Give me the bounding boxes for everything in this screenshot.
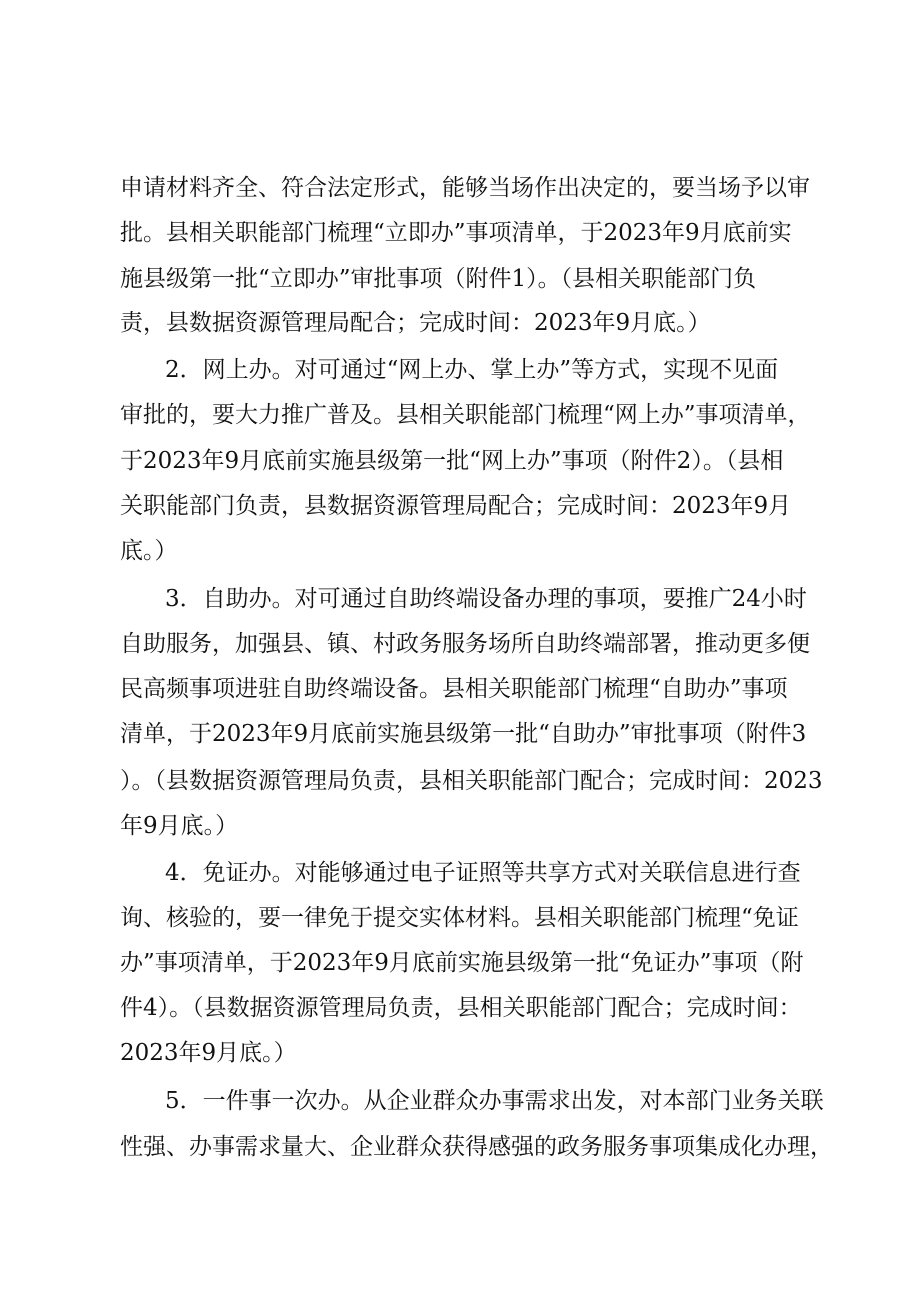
text-line bbox=[0, 528, 920, 574]
line-text: 关职能部门负责，县数据资源管理局配合；完成时间：2023年9月 bbox=[120, 493, 792, 519]
line-text: 施县级第一批“立即办”审批事项（附件1）。（县相关职能部门负 bbox=[120, 266, 757, 292]
text-line bbox=[0, 392, 920, 438]
line-text: 5．一件事一次办。从企业群众办事需求出发，对本部门业务关联 bbox=[165, 1088, 824, 1114]
text-line bbox=[0, 1078, 920, 1124]
text-line bbox=[0, 347, 920, 393]
text-line bbox=[0, 850, 920, 896]
line-text: ）。（县数据资源管理局负责，县相关职能部门配合；完成时间：2023 bbox=[120, 768, 823, 794]
line-text: 批。县相关职能部门梳理“立即办”事项清单，于2023年9月底前实 bbox=[120, 220, 792, 246]
line-text: 审批的，要大力推广普及。县相关职能部门梳理“网上办”事项清单， bbox=[120, 402, 811, 428]
line-text: 性强、办事需求量大、企业群众获得感强的政务服务事项集成化办理， bbox=[120, 1134, 833, 1160]
text-line bbox=[0, 1124, 920, 1170]
line-text: 民高频事项进驻自助终端设备。县相关职能部门梳理“自助办”事项 bbox=[120, 676, 788, 702]
line-text: 4．免证办。对能够通过电子证照等共享方式对关联信息进行查 bbox=[165, 860, 801, 886]
text-line bbox=[0, 895, 920, 941]
text-line bbox=[0, 666, 920, 712]
line-text: 3．自助办。对可通过自助终端设备办理的事项，要推广24小时 bbox=[165, 586, 807, 612]
line-text: 办”事项清单，于2023年9月底前实施县级第一批“免证办”事项（附 bbox=[120, 950, 804, 976]
text-line bbox=[0, 711, 920, 757]
line-text: 2023年9月底。） bbox=[120, 1040, 297, 1066]
text-line bbox=[0, 985, 920, 1031]
text-line bbox=[0, 300, 920, 346]
line-text: 2．网上办。对可通过“网上办、掌上办”等方式，实现不见面 bbox=[165, 357, 779, 383]
text-line bbox=[0, 483, 920, 529]
text-line bbox=[0, 576, 920, 622]
text-line bbox=[0, 165, 920, 211]
line-text: 年9月底。） bbox=[120, 813, 239, 839]
line-text: 清单，于2023年9月底前实施县级第一批“自助办”审批事项（附件3 bbox=[120, 721, 807, 747]
line-text: 于2023年9月底前实施县级第一批“网上办”事项（附件2）。（县相 bbox=[120, 448, 784, 474]
line-text: 责，县数据资源管理局配合；完成时间：2023年9月底。） bbox=[120, 310, 711, 336]
text-line bbox=[0, 621, 920, 667]
line-text: 申请材料齐全、符合法定形式，能够当场作出决定的，要当场予以审 bbox=[120, 175, 810, 201]
text-line bbox=[0, 1030, 920, 1076]
text-line bbox=[0, 940, 920, 986]
text-line bbox=[0, 758, 920, 804]
line-text: 底。） bbox=[120, 538, 178, 564]
text-line bbox=[0, 438, 920, 484]
text-line bbox=[0, 256, 920, 302]
line-text: 件4）。（县数据资源管理局负责，县相关职能部门配合；完成时间： bbox=[120, 995, 802, 1021]
text-line bbox=[0, 210, 920, 256]
line-text: 自助服务，加强县、镇、村政务服务场所自助终端部署，推动更多便 bbox=[120, 631, 810, 657]
line-text: 询、核验的，要一律免于提交实体材料。县相关职能部门梳理“免证 bbox=[120, 905, 799, 931]
text-line bbox=[0, 803, 920, 849]
